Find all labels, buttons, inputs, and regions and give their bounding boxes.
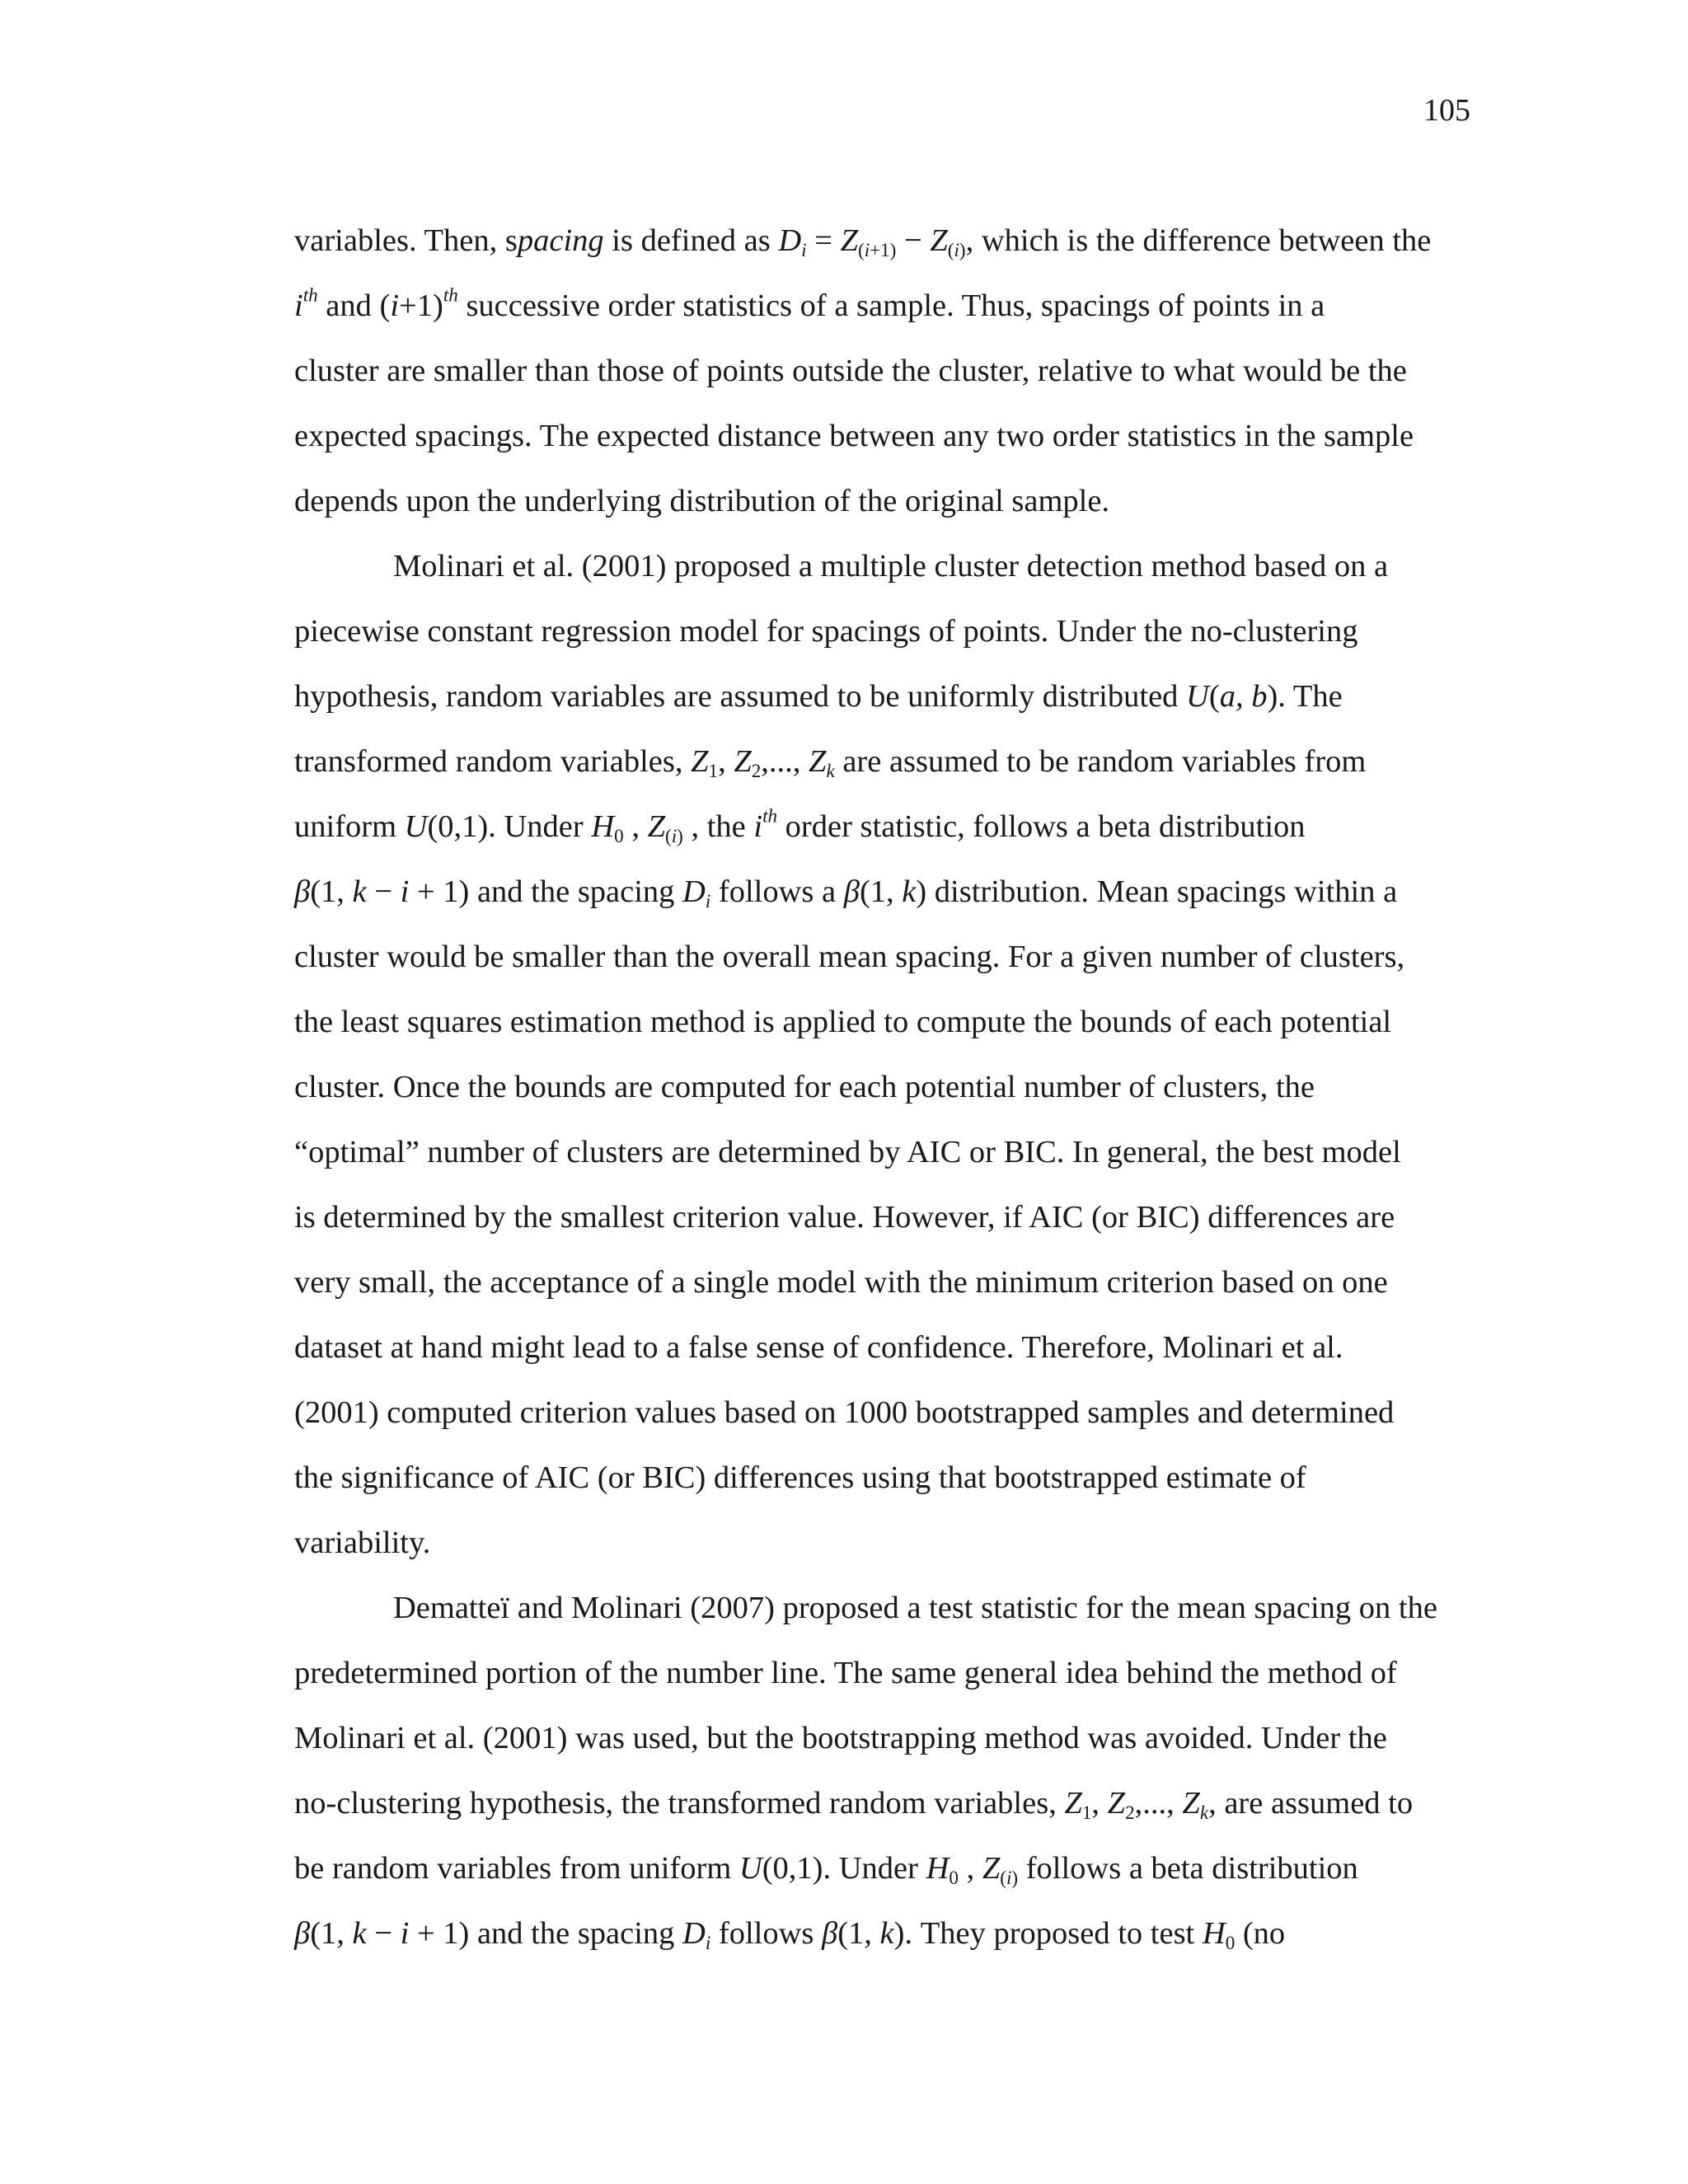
- text-line: Molinari et al. (2001) was used, but the bootstrapping method was avoided. Under the: [294, 1721, 1387, 1755]
- body-text: [294, 209, 1473, 1966]
- text-line: cluster would be smaller than the overall mean spacing. For a given number of clusters,: [294, 940, 1405, 974]
- text-line: expected spacings. The expected distance between any two order statistics in the sample: [294, 419, 1414, 453]
- text-line: dataset at hand might lead to a false sense of confidence. Therefore, Molinari et al.: [294, 1330, 1343, 1365]
- text-line: uniform U(0,1). Under $H_0$ , $Z_{(i)}$ , the $i^{th}$ order statistic, follows a beta distribution: [294, 804, 1306, 846]
- page-number: 105: [1423, 93, 1470, 128]
- text-line: the significance of AIC (or BIC) differences using that bootstrapped estimate of: [294, 1460, 1306, 1495]
- text-line: cluster. Once the bounds are computed for each potential number of clusters, the: [294, 1070, 1315, 1104]
- text-line: β(1, k − i + 1) and the spacing $D_i$ follows β(1, k). They proposed to test $H_0$ (no: [294, 1916, 1286, 1953]
- text-line: variables. Then, spacing is defined as $D_i = Z_{(i+1)} - Z_{(i)}$, which is the difference between the: [294, 223, 1432, 260]
- text-line: piecewise constant regression model for spacings of points. Under the no-clustering: [294, 614, 1358, 649]
- text-line: be random variables from uniform U(0,1). Under $H_0$ , $Z_{(i)}$ follows a beta distribution: [294, 1851, 1358, 1888]
- text-line: the least squares estimation method is applied to compute the bounds of each potential: [294, 1005, 1392, 1039]
- text-line: very small, the acceptance of a single model with the minimum criterion based on one: [294, 1265, 1388, 1300]
- text-line: Molinari et al. (2001) proposed a multiple cluster detection method based on a: [393, 549, 1389, 583]
- text-line: β(1, k − i + 1) and the spacing $D_i$ follows a β(1, k) distribution. Mean spacings within a: [294, 874, 1398, 912]
- text-line: variability.: [294, 1526, 431, 1560]
- text-line: Dematteï and Molinari (2007) proposed a test statistic for the mean spacing on the: [393, 1591, 1437, 1625]
- text-line: depends upon the underlying distribution of the original sample.: [294, 484, 1110, 518]
- text-line: no-clustering hypothesis, the transformed random variables, $Z_1$, $Z_2$,..., $Z_k$, are assumed to: [294, 1786, 1414, 1823]
- text-line: cluster are smaller than those of points outside the cluster, relative to what would be the: [294, 354, 1407, 388]
- text-line: (2001) computed criterion values based on 1000 bootstrapped samples and determined: [294, 1395, 1395, 1430]
- text-line: “optimal” number of clusters are determined by AIC or BIC. In general, the best model: [294, 1135, 1401, 1169]
- text-line: $i^{th}$ and $(i+1)^{th}$ successive order statistics of a sample. Thus, spacings of points in a: [294, 284, 1325, 323]
- text-line: is determined by the smallest criterion value. However, if AIC (or BIC) differences are: [294, 1200, 1395, 1235]
- text-line: predetermined portion of the number line. The same general idea behind the method of: [294, 1656, 1397, 1690]
- text-line: hypothesis, random variables are assumed to be uniformly distributed U(a, b). The: [294, 679, 1343, 714]
- text-line: transformed random variables, $Z_1$, $Z_2$,..., $Z_k$ are assumed to be random variables from: [294, 744, 1367, 781]
